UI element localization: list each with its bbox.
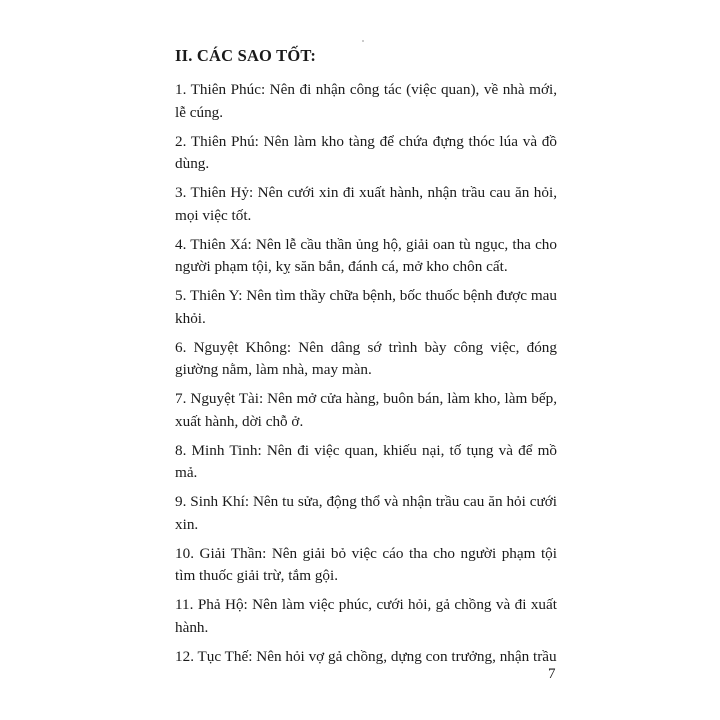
list-item: 9. Sinh Khí: Nên tu sửa, động thổ và nhận trầu cau ăn hỏi cưới xin.: [175, 493, 557, 533]
page-number: 7: [548, 666, 556, 682]
list-item: 6. Nguyệt Không: Nên dâng sớ trình bày công việc, đóng giường nằm, làm nhà, may màn.: [175, 338, 557, 378]
list-item: 12. Tục Thế: Nên hỏi vợ gả chồng, dựng con trưởng, nhận trầu: [175, 647, 557, 665]
list-item: 7. Nguyệt Tài: Nên mở cửa hàng, buôn bán, làm kho, làm bếp, xuất hành, dời chỗ ở.: [175, 390, 557, 430]
list-item: 5. Thiên Y: Nên tìm thầy chữa bệnh, bốc thuốc bệnh được mau khỏi.: [175, 287, 557, 327]
list-item: 10. Giải Thần: Nên giải bỏ việc cáo tha cho người phạm tội tìm thuốc giải trừ, tắm gội.: [175, 544, 557, 584]
list-item: 4. Thiên Xá: Nên lễ cầu thần ủng hộ, giải oan tù ngục, tha cho người phạm tội, kỵ săn bắn, đánh cá, mở kho chôn cất.: [175, 235, 557, 275]
list-item: 1. Thiên Phúc: Nên đi nhận công tác (việc quan), về nhà mới, lễ cúng.: [175, 81, 557, 121]
list-item: 8. Minh Tinh: Nên đi việc quan, khiếu nại, tố tụng và để mồ mả.: [175, 441, 557, 481]
document-page: [175, 44, 557, 675]
list-item: 11. Phả Hộ: Nên làm việc phúc, cưới hỏi, gả chồng và đi xuất hành.: [175, 596, 557, 636]
scan-speck: [362, 40, 364, 42]
section-heading: II. CÁC SAO TỐT:: [175, 46, 317, 65]
list-item: 2. Thiên Phú: Nên làm kho tàng để chứa đựng thóc lúa và đồ dùng.: [175, 132, 557, 172]
list-item: 3. Thiên Hỷ: Nên cưới xin đi xuất hành, nhận trầu cau ăn hỏi, mọi việc tốt.: [175, 184, 557, 224]
